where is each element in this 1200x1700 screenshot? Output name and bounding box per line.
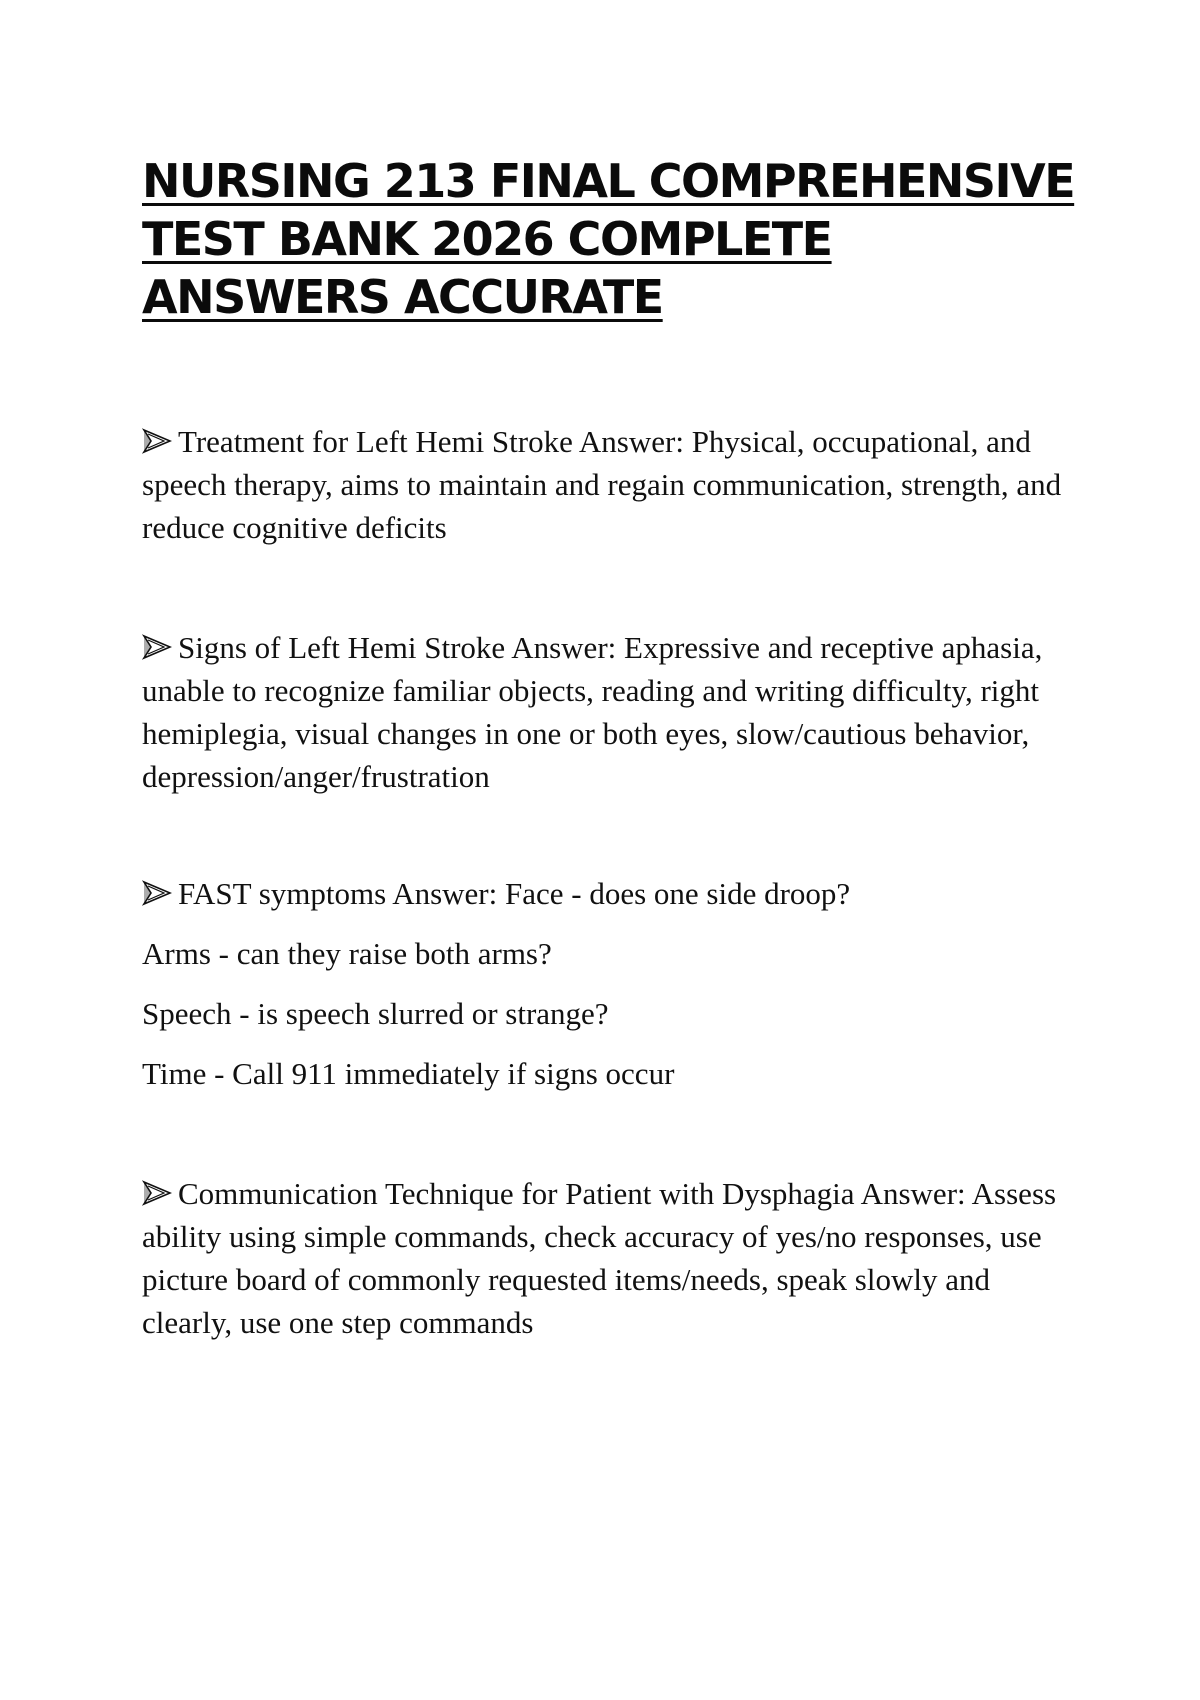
arrowhead-bullet-icon xyxy=(142,427,172,455)
arrowhead-bullet-icon xyxy=(142,633,172,661)
qa-paragraph xyxy=(142,626,1072,798)
qa-text: Communication Technique for Patient with Dysphagia Answer: Assess ability using simple commands, check accuracy of yes/no responses, use picture board of commonly requested items/needs, speak slowly and clearly, use one step commands xyxy=(142,1176,1057,1340)
qa-entry xyxy=(142,872,1072,1112)
qa-text: FAST symptoms Answer: Face - does one side droop? xyxy=(178,876,851,911)
qa-line: Arms - can they raise both arms? xyxy=(142,936,552,971)
qa-paragraph xyxy=(142,872,1072,915)
qa-paragraph xyxy=(142,1172,1072,1344)
arrowhead-bullet-icon xyxy=(142,1179,172,1207)
arrowhead-bullet-icon xyxy=(142,879,172,907)
qa-paragraph xyxy=(142,420,1072,549)
qa-entry xyxy=(142,626,1072,815)
qa-line: Speech - is speech slurred or strange? xyxy=(142,996,609,1031)
qa-text: Treatment for Left Hemi Stroke Answer: Physical, occupational, and speech therapy, aims to maintain and regain communication, strength, and reduce cognitive deficits xyxy=(142,424,1062,545)
qa-line: Time - Call 911 immediately if signs occur xyxy=(142,1056,675,1091)
qa-entry xyxy=(142,1172,1072,1361)
qa-text: Signs of Left Hemi Stroke Answer: Expressive and receptive aphasia, unable to recognize familiar objects, reading and writing difficulty, right hemiplegia, visual changes in one or both eyes, slow/cautious behavior, depression/anger/frustration xyxy=(142,630,1043,794)
document-title: NURSING 213 FINAL COMPREHENSIVE TEST BANK 2026 COMPLETE ANSWERS ACCURATE xyxy=(142,154,1075,324)
qa-entry xyxy=(142,420,1072,566)
